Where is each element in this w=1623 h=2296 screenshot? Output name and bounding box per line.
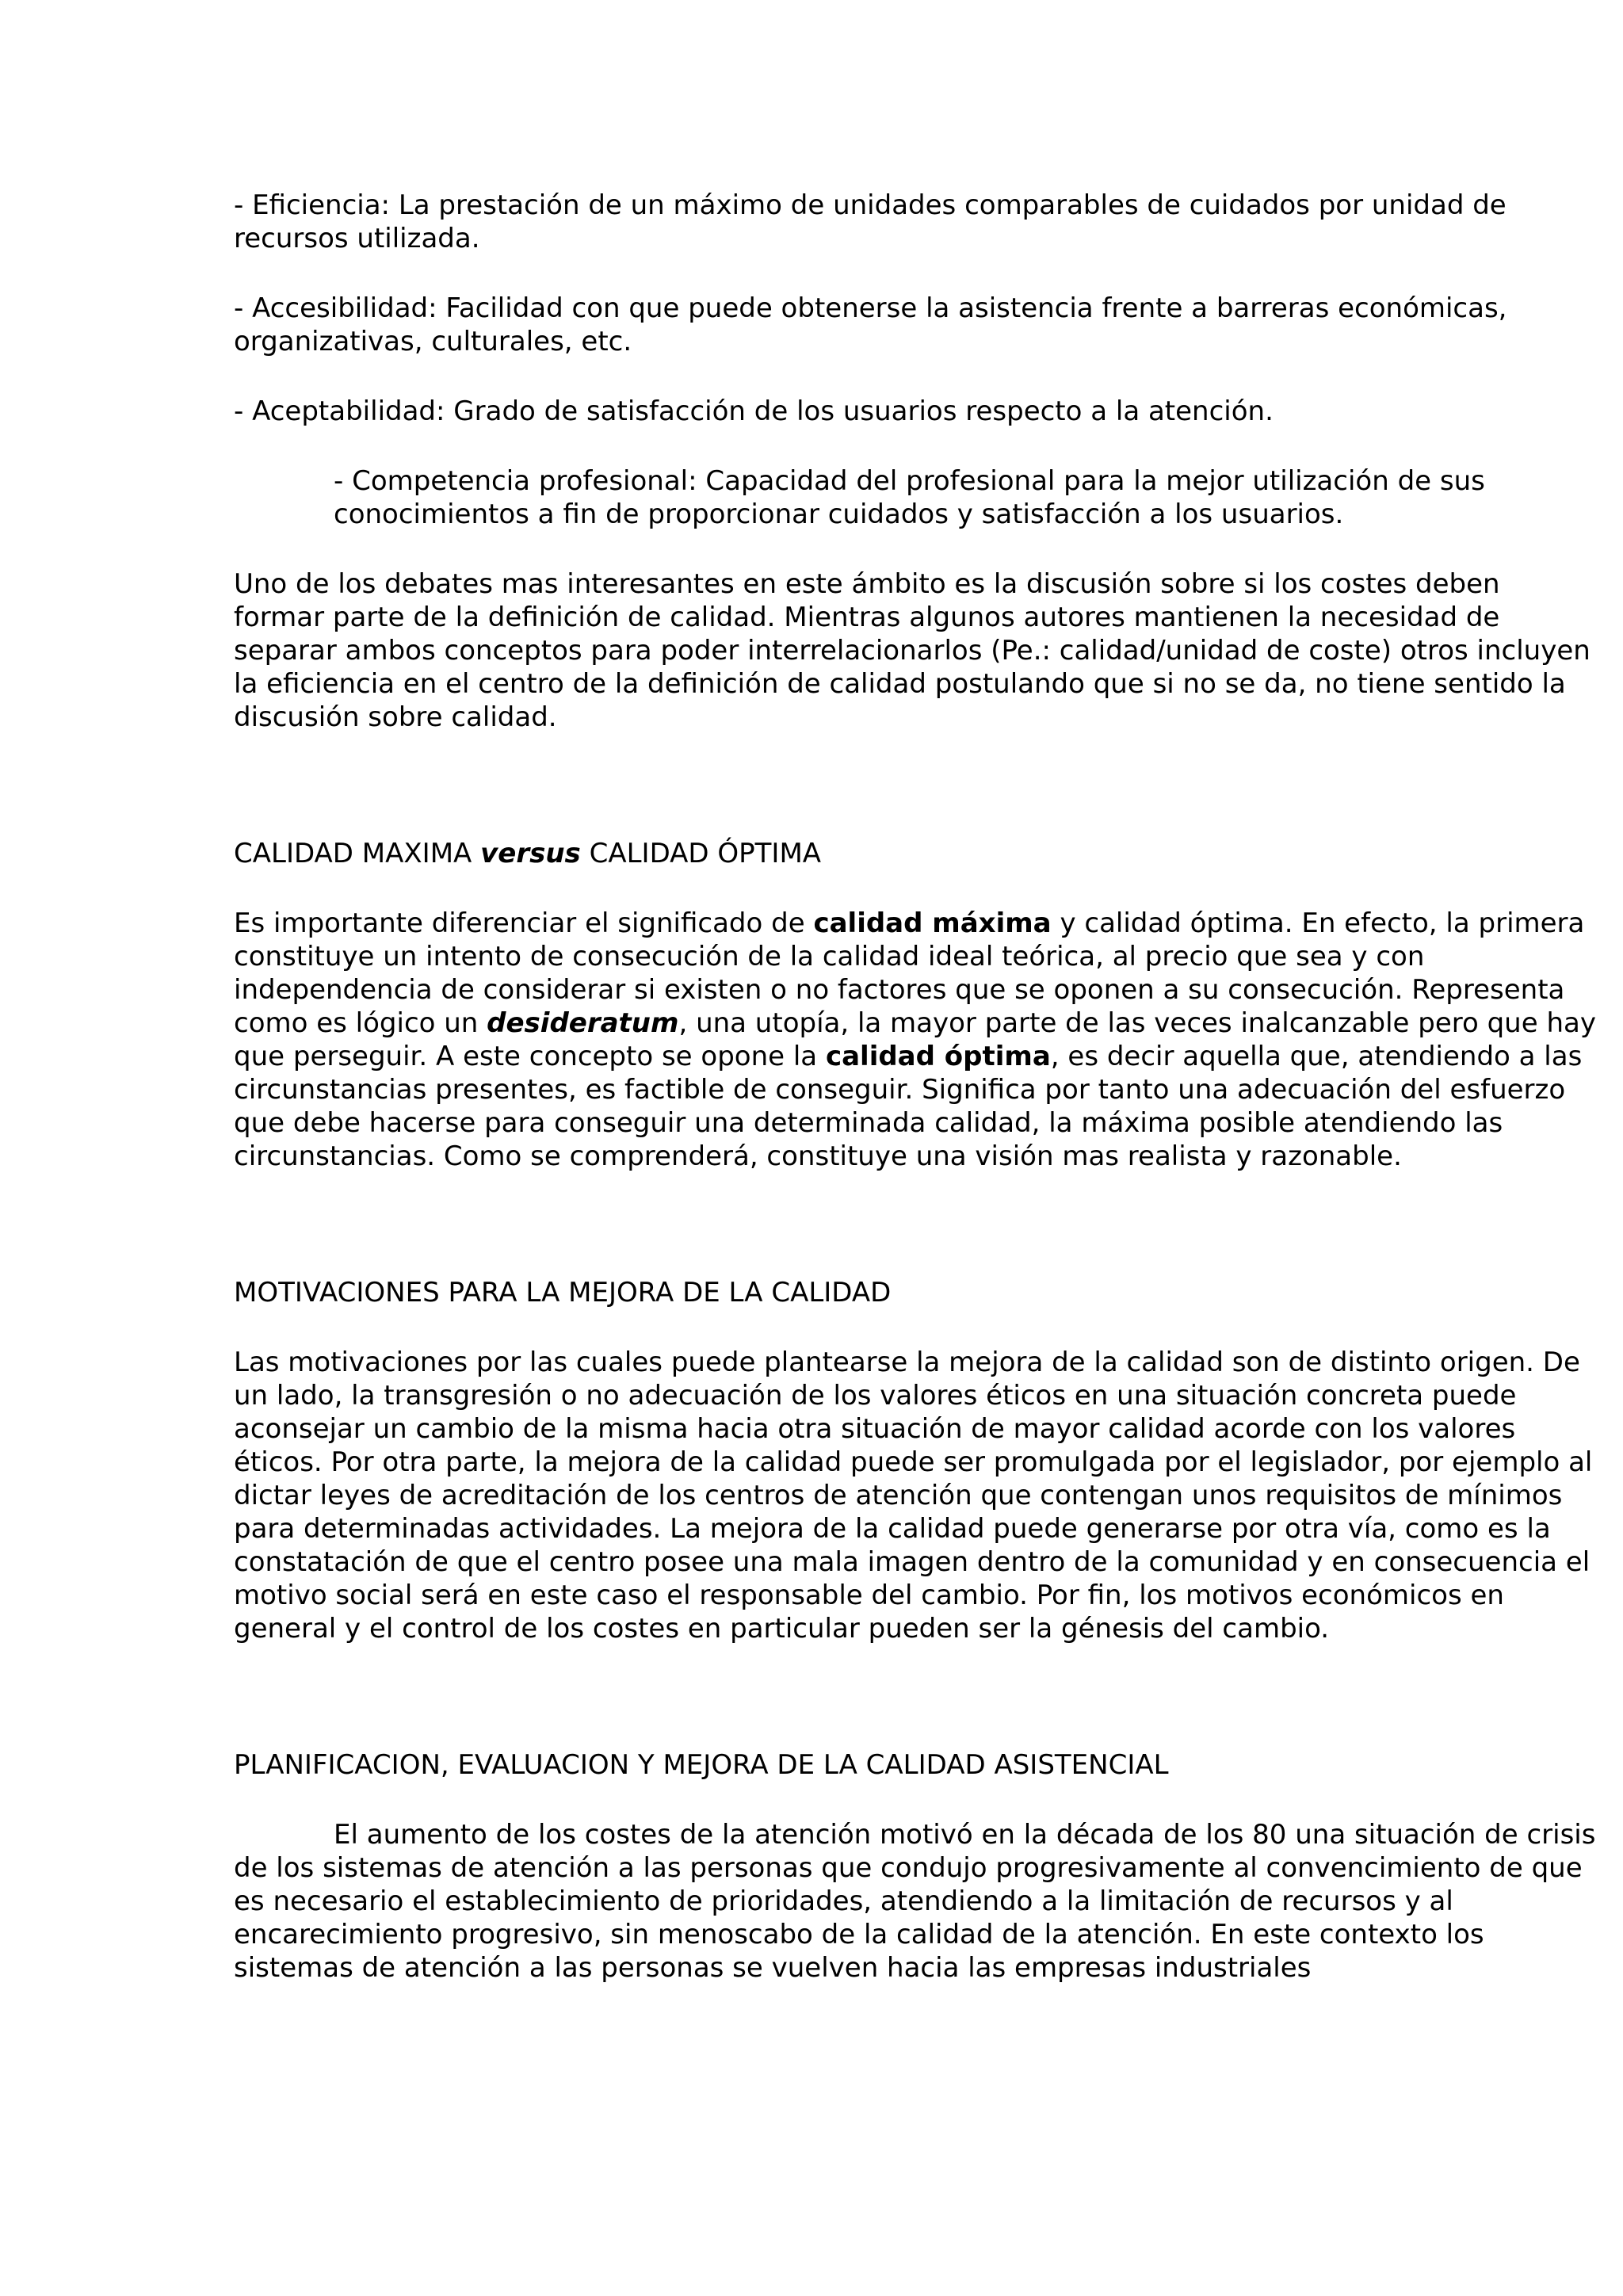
paragraph-motivaciones: Las motivaciones por las cuales puede plantearse la mejora de la calidad son de distinto origen. De un lado, la transgresión o no adecuación de los valores éticos en una situación concreta puede aconsejar un cambio de la misma hacia otra situación de mayor calidad acorde con los valores éticos. Por otra parte, la mejora de la calidad puede ser promulgada por el legislador, por ejemplo al dictar leyes de acreditación de los centros de atención que contengan unos requisitos de mínimos para determinadas actividades. La mejora de la calidad puede generarse por otra vía, como es la constatación de que el centro posee una mala imagen dentro de la comunidad y en consecuencia el motivo social será en este caso el responsable del cambio. Por fin, los motivos económicos en general y el control de los costes en particular pueden ser la génesis del cambio. (234, 1347, 1593, 1645)
document-page (234, 189, 1597, 2021)
text-run: Es importante diferenciar el significado de (234, 907, 814, 939)
heading-part: CALIDAD ÓPTIMA (580, 838, 822, 869)
item-accesibilidad: - Accesibilidad: Facilidad con que puede obtenerse la asistencia frente a barreras económicas, organizativas, culturales, etc. (234, 292, 1507, 357)
paragraph-calidad-maxima (234, 907, 1597, 1173)
text-run: , es decir aquella que, atendiendo a las circunstancias presentes, es factible de conseguir. Significa por tanto una adecuación del esfuerzo que debe hacerse para conseguir una determinada calidad, la máxima posible atendiendo las circunstancias. Como se comprenderá, constituye una visión mas realista y razonable. (234, 1041, 1583, 1172)
term-calidad-optima: calidad óptima (825, 1041, 1051, 1072)
text-run: y calidad óptima. En efecto, la primera constituye un intento de consecución de la calidad ideal teórica, al precio que sea y con independencia de considerar si existen o no factores que se oponen a su consecución. Representa como es lógico un (234, 907, 1585, 1039)
heading-calidad-maxima-versus-optima (234, 837, 1597, 870)
term-desideratum: desideratum (487, 1007, 679, 1039)
paragraph-debate: Uno de los debates mas interesantes en este ámbito es la discusión sobre si los costes deben formar parte de la definición de calidad. Mientras algunos autores mantienen la necesidad de separar ambos conceptos para poder interrelacionarlos (Pe.: calidad/unidad de coste) otros incluyen la eficiencia en el centro de la definición de calidad postulando que si no se da, no tiene sentido la discusión sobre calidad. (234, 568, 1591, 733)
text-run: , una utopía, la mayor parte de las veces inalcanzable pero que hay que perseguir. A este concepto se opone la (234, 1007, 1596, 1072)
heading-motivaciones: MOTIVACIONES PARA LA MEJORA DE LA CALIDAD (234, 1277, 892, 1308)
heading-part: CALIDAD MAXIMA (234, 838, 481, 869)
item-competencia-profesional: - Competencia profesional: Capacidad del profesional para la mejor utilización de sus conocimientos a fin de proporcionar cuidados y satisfacción a los usuarios. (334, 465, 1485, 530)
item-eficiencia: - Eficiencia: La prestación de un máximo de unidades comparables de cuidados por unidad de recursos utilizada. (234, 189, 1507, 254)
item-aceptabilidad: - Aceptabilidad: Grado de satisfacción de los usuarios respecto a la atención. (234, 395, 1274, 427)
heading-versus: versus (480, 838, 581, 869)
heading-planificacion: PLANIFICACION, EVALUACION Y MEJORA DE LA CALIDAD ASISTENCIAL (234, 1749, 1169, 1781)
paragraph-planificacion: El aumento de los costes de la atención motivó en la década de los 80 una situación de crisis de los sistemas de atención a las personas que condujo progresivamente al convencimiento de que es necesario el establecimiento de prioridades, atendiendo a la limitación de recursos y al encarecimiento progresivo, sin menoscabo de la calidad de la atención. En este contexto los sistemas de atención a las personas se vuelven hacia las empresas industriales (234, 1819, 1596, 1984)
term-calidad-maxima: calidad máxima (813, 907, 1052, 939)
